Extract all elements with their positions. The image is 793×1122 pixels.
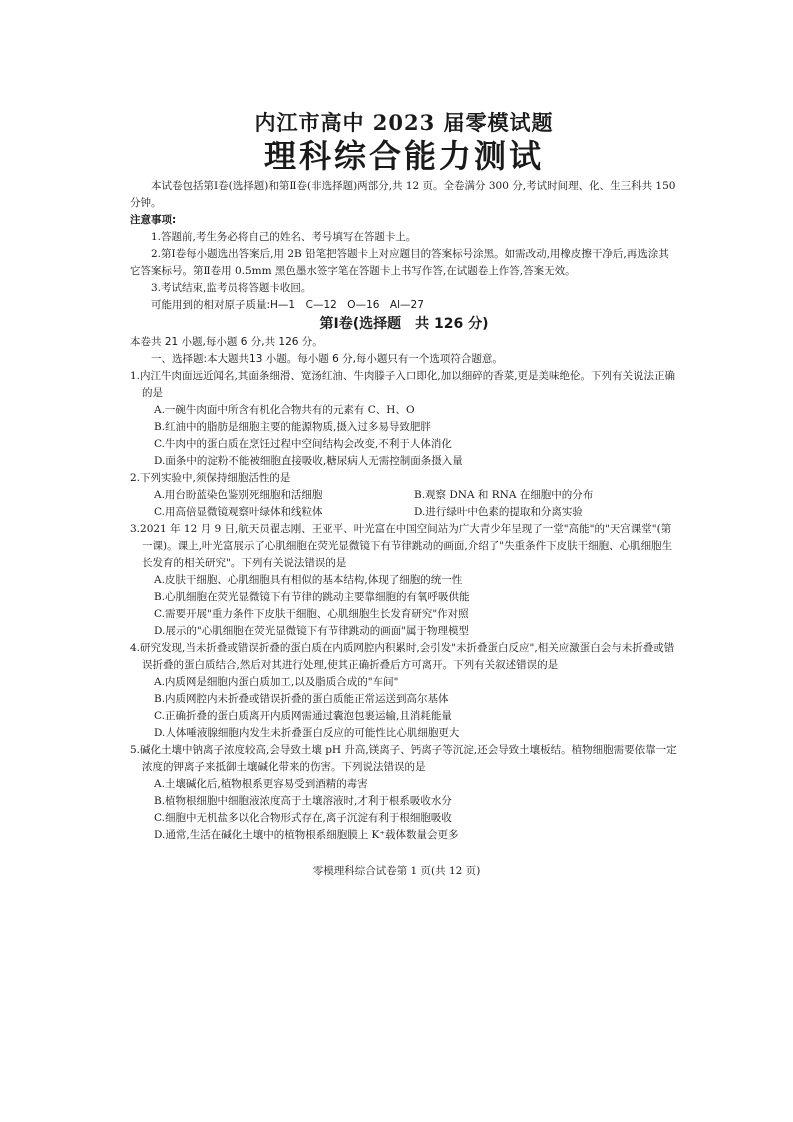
intro-text: 本试卷包括第Ⅰ卷(选择题)和第Ⅱ卷(非选择题)两部分,共 12 页。全卷满分 300 分,考试时间理、化、生三科共 150 分钟。	[130, 180, 676, 209]
option-a: A.用台盼蓝染色鉴别死细胞和活细胞	[154, 489, 323, 501]
option-b: B.内质网腔内未折叠或错误折叠的蛋白质能正常运送到高尔基体	[154, 693, 449, 705]
question-stem: 2.下列实验中,须保持细胞活性的是	[130, 472, 291, 484]
option-a: A.一碗牛肉面中所含有机化合物共有的元素有 C、H、O	[154, 404, 415, 416]
part-heading: 一、选择题:本大题共13 小题。每小题 6 分,每小题只有一个选项符合题意。	[151, 353, 503, 365]
options-row-1	[130, 487, 678, 504]
option-c: C.用高倍显微镜观察叶绿体和线粒体	[154, 506, 323, 518]
option-b: B.红油中的脂肪是细胞主要的能源物质,摄入过多易导致肥胖	[154, 421, 431, 433]
option-d: D.通常,生活在碱化土壤中的植物根系细胞膜上 K⁺载体数量会更多	[154, 829, 459, 841]
page-footer: 零模理科综合试卷第 1 页(共 12 页)	[312, 865, 481, 877]
option-a: A.内质网是细胞内蛋白质加工,以及脂质合成的"车间"	[154, 676, 399, 688]
option-d: D.进行绿叶中色素的提取和分离实验	[414, 506, 583, 518]
option-c: C.细胞中无机盐多以化合物形式存在,离子沉淀有利于根细胞吸收	[154, 812, 452, 824]
note-3: 3.考试结束,监考员将答题卡收回。	[151, 282, 312, 294]
question-3	[130, 521, 678, 640]
section-desc: 本卷共 21 小题,每小题 6 分,共 126 分。	[130, 336, 323, 348]
option-b: B.植物根细胞中细胞液浓度高于土壤溶液时,才利于根系吸收水分	[154, 795, 452, 807]
exam-title: 内江市高中 2023 届零模试题	[254, 110, 554, 135]
question-stem: 1.内江牛肉面远近闻名,其面条细滑、宽汤红油、牛肉滕子入口即化,加以细碎的香菜,更是美味绝伦。下列有关说法正确的是	[130, 370, 676, 399]
option-d: D.展示的"心肌细胞在荧光显微镜下有节律跳动的画面"属于物理模型	[154, 625, 470, 637]
option-d: D.人体唾液腺细胞内发生未折叠蛋白反应的可能性比心肌细胞更大	[154, 727, 460, 739]
question-1	[130, 368, 678, 470]
question-2	[130, 470, 678, 521]
question-4	[130, 640, 678, 742]
option-c: C.牛肉中的蛋白质在烹饪过程中空间结构会改变,不利于人体消化	[154, 438, 452, 450]
options-row-2	[130, 504, 678, 521]
option-b: B.观察 DNA 和 RNA 在细胞中的分布	[414, 489, 594, 501]
option-a: A.皮肤干细胞、心肌细胞具有相似的基本结构,体现了细胞的统一性	[154, 574, 463, 586]
question-stem: 5.碱化土壤中钠离子浓度较高,会导致土壤 pH 升高,镁离子、钙离子等沉淀,还会导致土壤板结。植物细胞需要依靠一定浓度的钾离子来抵御土壤碱化带来的伤害。下列说法错误的是	[130, 744, 677, 773]
note-2: 2.第Ⅰ卷每小题选出答案后,用 2B 铅笔把答题卡上对应题目的答案标号涂黑。如需改动,用橡皮擦干净后,再选涂其它答案标号。第Ⅱ卷用 0.5mm 黑色墨水签字笔在答题卡上书写作答,在试题卷上作答,答案无效。	[130, 248, 669, 277]
option-c: C.需要开展"重力条件下皮肤干细胞、心肌细胞生长发育研究"作对照	[154, 608, 469, 620]
option-a: A.土壤碱化后,植物根系更容易受到酒精的毒害	[154, 778, 368, 790]
option-d: D.面条中的淀粉不能被细胞直接吸收,糖尿病人无需控制面条摄入量	[154, 455, 463, 467]
note-1: 1.答题前,考生务必将自己的姓名、考号填写在答题卡上。	[151, 231, 417, 243]
option-b: B.心肌细胞在荧光显微镜下有节律的跳动主要靠细胞的有氧呼吸供能	[154, 591, 470, 603]
question-5	[130, 742, 678, 844]
option-c: C.正确折叠的蛋白质离开内质网需通过囊泡包裹运输,且消耗能量	[154, 710, 452, 722]
atomic-mass-line: 可能用到的相对原子质量:H—1 C—12 O—16 Al—27	[151, 299, 424, 311]
question-stem: 3.2021 年 12 月 9 日,航天员翟志刚、王亚平、叶光富在中国空间站为广大青少年呈现了一堂"高能"的"天宫课堂"(第一课)。课上,叶光富展示了心肌细胞在荧光显微镜下有节律跳动的画面,介绍了"失重条件下皮肤干细胞、心肌细胞生长发育的相关研究"。下列有关说法错误的是	[130, 523, 673, 569]
section-title: 第Ⅰ卷(选择题 共 126 分)	[319, 316, 489, 332]
question-stem: 4.研究发现,当未折叠或错误折叠的蛋白质在内质网腔内积累时,会引发"未折叠蛋白反应",相关应激蛋白会与未折叠或错误折叠的蛋白质结合,然后对其进行处理,使其正确折叠后方可离开。下列有关叙述错误的是	[130, 642, 675, 671]
page-content	[130, 110, 678, 844]
notes-heading: 注意事项:	[130, 214, 177, 226]
exam-subtitle: 理科综合能力测试	[263, 137, 544, 175]
